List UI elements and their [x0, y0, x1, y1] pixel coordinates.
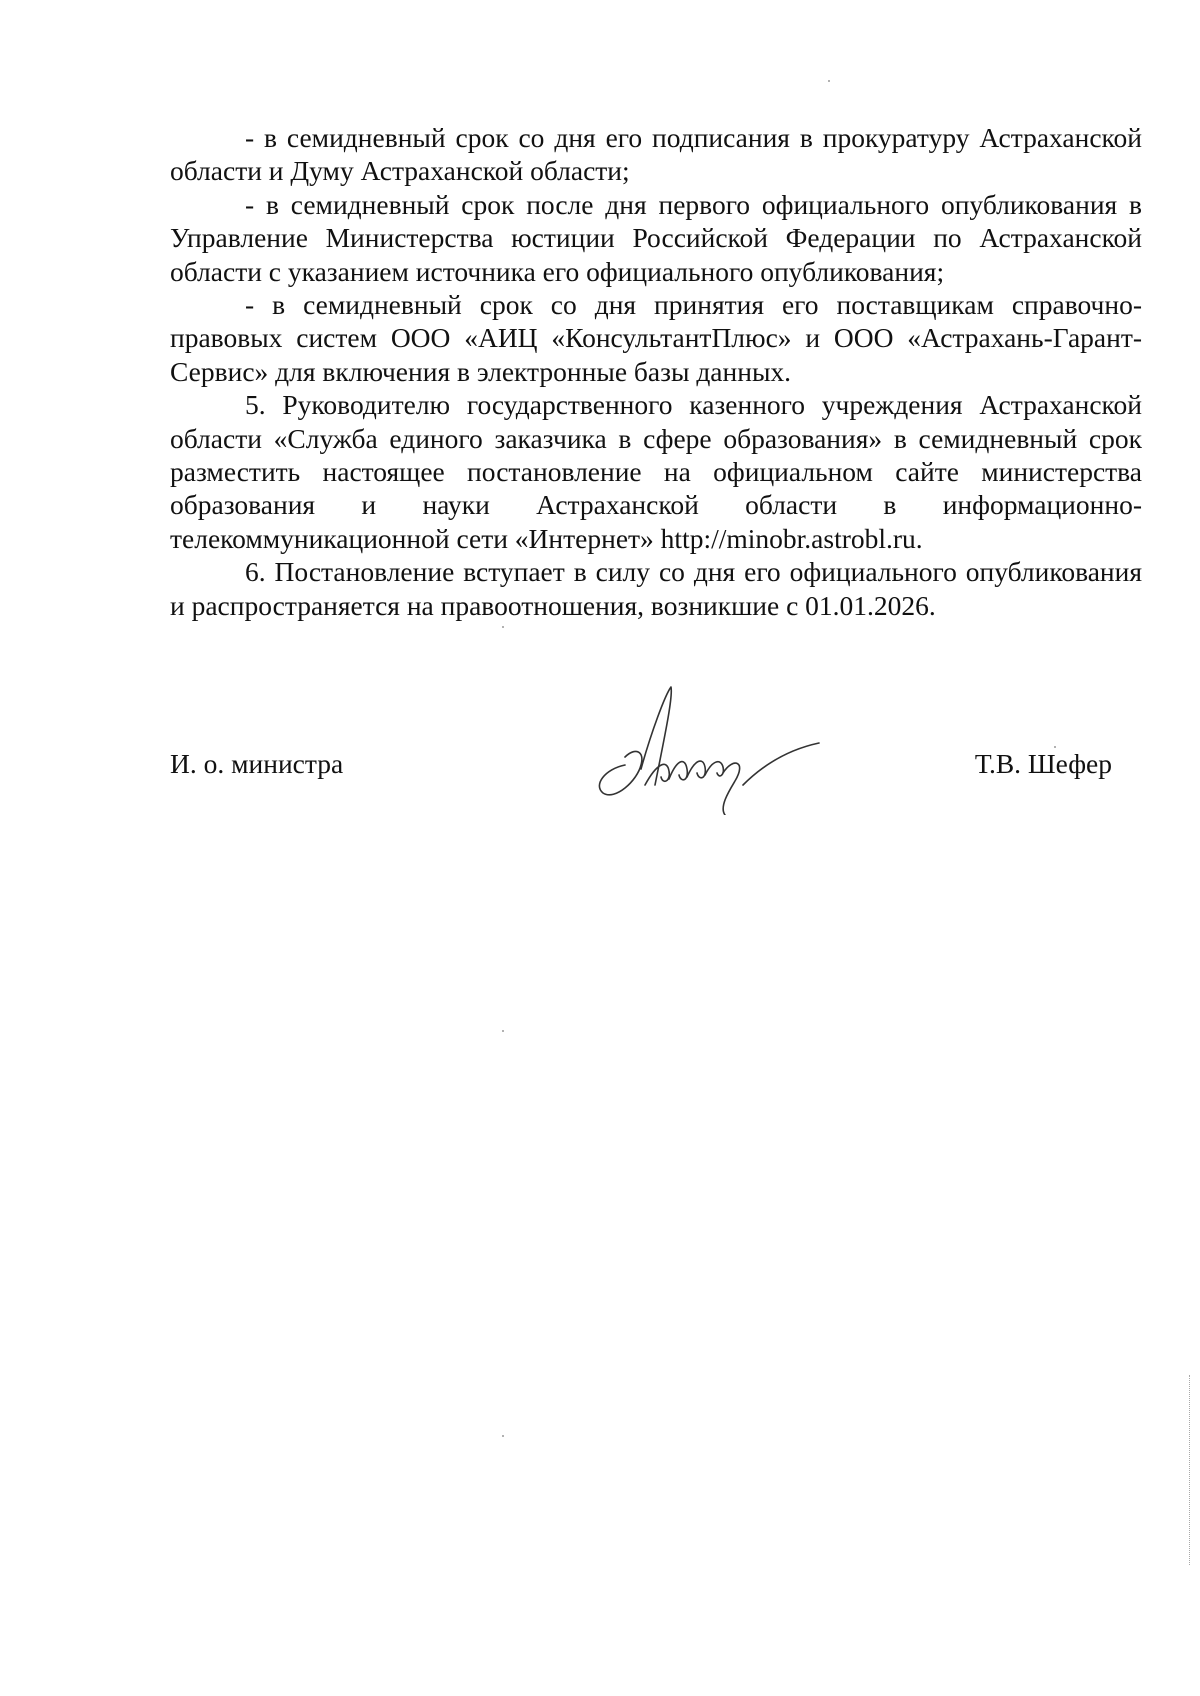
scan-edge-marks: [1189, 1375, 1192, 1565]
document-body: [170, 121, 1142, 622]
scan-speck: [502, 1435, 504, 1437]
position-title: И. о. министра: [170, 748, 344, 779]
paragraph-legal-systems-notice: - в семидневный срок со дня принятия его поставщикам справочно-правовых систем ООО «АИЦ «КонсультантПлюс» и ООО «Астрахань-Гарант-Сервис» для включения в электронные базы данных.: [170, 289, 1142, 387]
paragraph-prosecutor-notice: - в семидневный срок со дня его подписания в прокуратуру Астраханской области и Думу Астраханской области;: [170, 122, 1142, 187]
paragraph-item-6: 6. Постановление вступает в силу со дня его официального опубликования и распространяется на правоотношения, возникшие с 01.01.2026.: [170, 556, 1142, 621]
scan-speck: [502, 1030, 504, 1032]
scan-speck: [828, 80, 830, 82]
scan-speck: [1054, 746, 1056, 748]
signature-block: [170, 685, 1142, 815]
paragraph-ministry-justice-notice: - в семидневный срок после дня первого официального опубликования в Управление Министерства юстиции Российской Федерации по Астраханской области с указанием источника его официального опубликования;: [170, 188, 1142, 287]
paragraph-item-5: 5. Руководителю государственного казенного учреждения Астраханской области «Служба единого заказчика в сфере образования» в семидневный срок разместить настоящее постановление на официальном сайте министерства образования и науки Астраханской области в информационно-телекоммуникационной сети «Интернет» http://minobr.astrobl.ru.: [170, 389, 1142, 554]
scan-speck: [502, 626, 504, 628]
handwritten-signature-image: [585, 685, 855, 815]
signer-name: Т.В. Шефер: [974, 748, 1112, 779]
